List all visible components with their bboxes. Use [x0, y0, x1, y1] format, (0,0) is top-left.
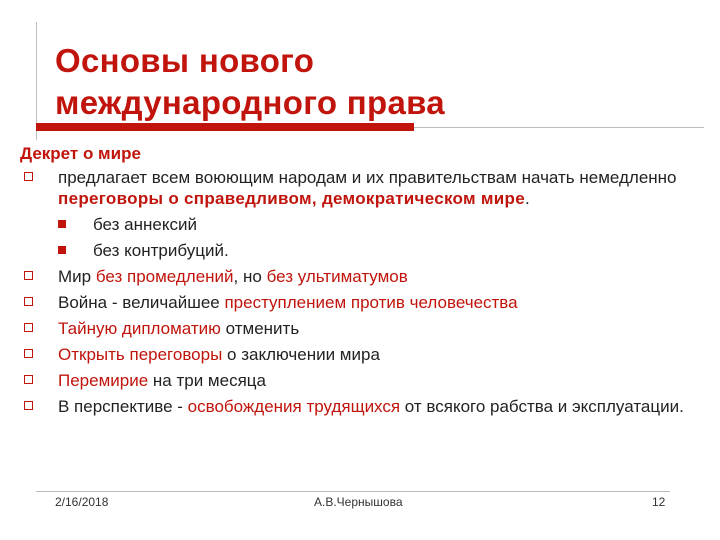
list-item-armistice	[20, 370, 710, 391]
hollow-square-icon	[24, 349, 33, 358]
hollow-square-icon	[24, 375, 33, 384]
item-highlight: переговоры о справедливом, демократическом мире	[58, 189, 525, 208]
title-line-2: международного права	[55, 84, 445, 121]
footer-date: 2/16/2018	[55, 495, 109, 509]
title-underline-bar	[36, 123, 414, 131]
item-highlight: Перемирие	[58, 371, 149, 390]
slide-title	[55, 40, 445, 124]
item-text: Мир	[58, 267, 96, 286]
hollow-square-icon	[24, 172, 33, 181]
item-highlight: Тайную дипломатию	[58, 319, 221, 338]
item-text: предлагает всем воюющим народам и их правительствам начать немедленно	[58, 168, 677, 187]
list-item-perspective	[20, 396, 710, 417]
item-highlight: преступлением против человечества	[224, 293, 518, 312]
item-text: .	[524, 189, 530, 208]
title-underline-rule	[414, 127, 704, 128]
item-text: , но	[233, 267, 267, 286]
item-text: Война - величайшее	[58, 293, 225, 312]
section-heading: Декрет о мире	[20, 144, 141, 163]
item-highlight: без промедлений	[95, 267, 234, 286]
item-text: на три месяца	[148, 371, 266, 390]
footer-rule	[36, 491, 670, 492]
list-item-war	[20, 292, 710, 313]
hollow-square-icon	[24, 297, 33, 306]
item-text: о заключении мира	[222, 345, 380, 364]
item-text: В перспективе -	[58, 397, 188, 416]
item-text: отменить	[220, 319, 300, 338]
item-text: от всякого рабства и эксплуатации.	[400, 397, 684, 416]
filled-square-icon	[58, 220, 66, 228]
list-item-proposal	[20, 167, 710, 209]
sub-item-text: без аннексий	[93, 215, 197, 234]
item-highlight: освобождения трудящихся	[187, 397, 401, 416]
sub-item-contributions	[20, 240, 710, 261]
sub-item-annexations	[20, 214, 710, 235]
hollow-square-icon	[24, 271, 33, 280]
filled-square-icon	[58, 246, 66, 254]
hollow-square-icon	[24, 401, 33, 410]
item-highlight: Открыть переговоры	[58, 345, 223, 364]
item-highlight: без ультиматумов	[266, 267, 408, 286]
slide-body	[20, 143, 710, 422]
sub-item-text: без контрибуций.	[93, 241, 229, 260]
list-item-peace	[20, 266, 710, 287]
footer-page-number: 12	[652, 495, 666, 509]
footer-author: А.В.Чернышова	[314, 495, 403, 509]
title-line-1: Основы нового	[55, 42, 315, 79]
list-item-diplomacy	[20, 318, 710, 339]
hollow-square-icon	[24, 323, 33, 332]
list-item-negotiations	[20, 344, 710, 365]
